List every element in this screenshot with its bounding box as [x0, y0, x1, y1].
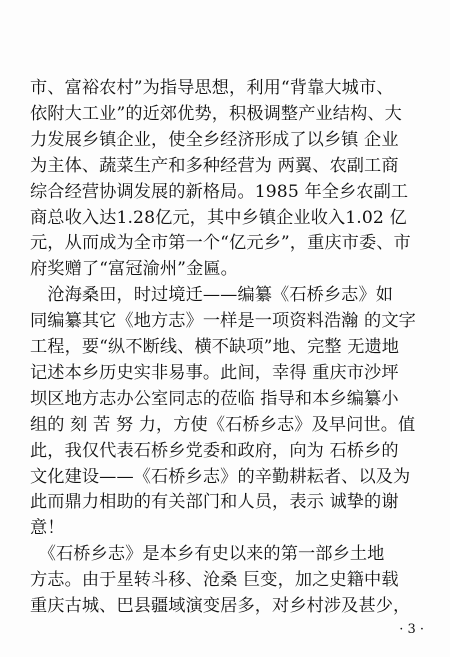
text-line: 此，我仅代表石桥乡党委和政府，向为 石桥乡的	[30, 440, 399, 461]
text-line: 元，从而成为全市第一个“亿元乡”，重庆市委、市	[30, 233, 411, 254]
text-line: 沧海桑田，时过境迁——编纂《石桥乡志》如	[30, 285, 394, 306]
text-line: 为主体、蔬菜生产和多种经营为 两翼、农副工商	[30, 155, 399, 176]
text-line: 同编纂其它《地方志》一样是一项资料浩瀚 的文字	[30, 311, 416, 332]
text-line: 意！	[30, 518, 65, 539]
text-line: 记述本乡历史实非易事。此间，幸得 重庆市沙坪	[30, 362, 399, 383]
text-line: 依附大工业”的近郊优势，积极调整产业结构、大	[30, 103, 402, 124]
text-line: 坝区地方志办公室同志的莅临 指导和本乡编纂小	[30, 388, 399, 409]
text-line: 文化建设——《石桥乡志》的辛勤耕耘者、以及为	[30, 466, 411, 487]
text-line: 重庆古城、巴县疆域演变居多，对乡村涉及甚少，	[30, 596, 411, 616]
page-number: · 3 ·	[399, 622, 424, 637]
text-line: 此而鼎力相助的有关部门和人员，表示 诚挚的谢	[30, 492, 399, 513]
text-line: 市、富裕农村”为指导思想，利用“背靠大城市、	[30, 78, 394, 98]
text-line: 商总收入达1.28亿元，其中乡镇企业收入1.02 亿	[30, 207, 407, 228]
text-line: 府奖赠了“富冠渝州”金匾。	[30, 259, 238, 280]
text-line: 组的 刻 苦 努 力，方使《石桥乡志》及早问世。值	[30, 414, 416, 435]
text-line: 《石桥乡志》是本乡有史以来的第一部乡土地	[30, 544, 385, 565]
text-line: 力发展乡镇企业，使全乡经济形成了以乡镇 企业	[30, 129, 399, 150]
text-line: 方志。由于星转斗移、沧桑 巨变，加之史籍中载	[30, 570, 399, 591]
text-line: 工程，要“纵不断线、横不缺项”地、完整 无遗地	[30, 337, 400, 357]
text-line: 综合经营协调发展的新格局。1985 年全乡农副工	[30, 181, 409, 202]
